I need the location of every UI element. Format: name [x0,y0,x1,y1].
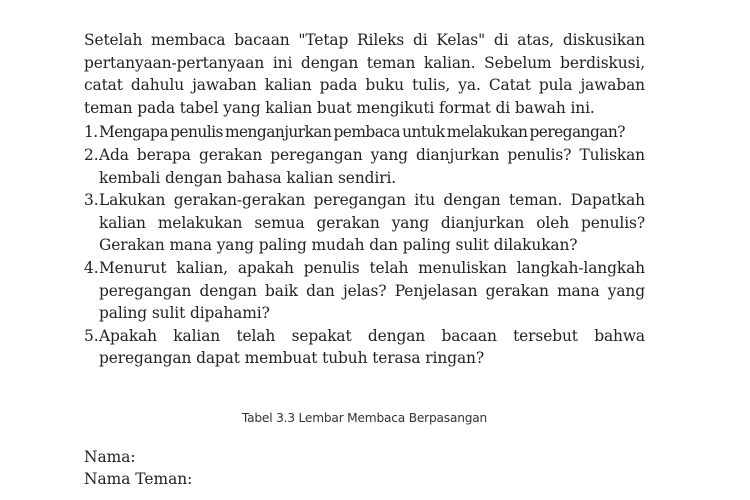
question-number: 5. [84,326,99,345]
question-number: 4. [84,258,99,277]
question-text: Mengapa penulis menganjurkan pembaca untuk melakukan peregangan? [99,123,625,142]
question-number: 3. [84,191,99,210]
question-text: Lakukan gerakan-gerakan peregangan itu dengan teman. Dapatkah kalian melakukan semua gerakan yang dianjurkan oleh penulis? Gerakan mana yang paling mudah dan paling sulit dilakukan? [99,191,645,255]
question-number: 1. [84,123,98,142]
question-item-2 [84,144,645,189]
table-caption: Tabel 3.3 Lembar Membaca Berpasangan [241,411,488,425]
question-text: Ada berapa gerakan peregangan yang dianjurkan penulis? Tuliskan kembali dengan bahasa kalian sendiri. [99,145,645,187]
document-body [84,29,645,370]
question-item-3 [84,189,645,257]
intro-paragraph: Setelah membaca bacaan "Tetap Rileks di Kelas" di atas, diskusikan pertanyaan-pertanyaan ini dengan teman kalian. Sebelum berdiskusi, catat dahulu jawaban kalian pada buku tulis, ya. Catat pula jawaban teman pada tabel yang kalian buat mengikuti format di bawah ini. [84,31,645,117]
question-item-1 [84,121,645,144]
question-list [84,121,645,370]
question-text: Apakah kalian telah sepakat dengan bacaan tersebut bahwa peregangan dapat membuat tubuh terasa ringan? [99,326,645,368]
question-text: Menurut kalian, apakah penulis telah menuliskan langkah-langkah peregangan dengan baik dan jelas? Penjelasan gerakan mana yang paling sulit dipahami? [99,258,645,323]
question-number: 2. [84,145,99,164]
partner-name-label: Nama Teman: [84,470,193,488]
name-label: Nama: [84,448,136,466]
question-item-4 [84,257,645,325]
question-item-5 [84,325,645,370]
